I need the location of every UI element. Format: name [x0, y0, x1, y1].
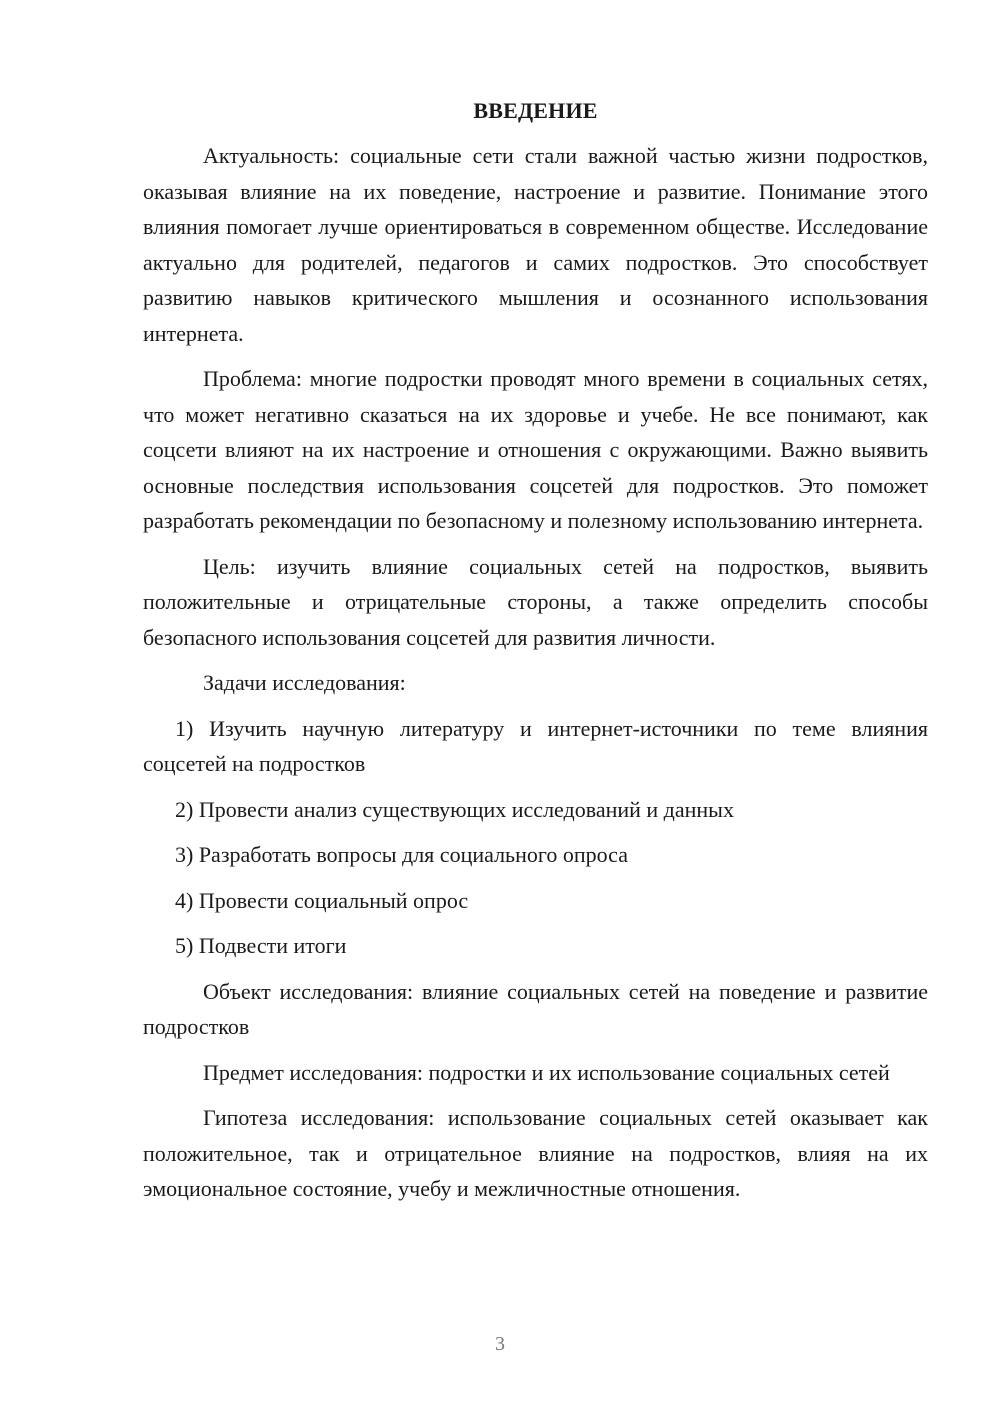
section-title: ВВЕДЕНИЕ — [473, 98, 598, 123]
tasks-heading: Задачи исследования: — [203, 670, 406, 695]
problem-paragraph: Проблема: многие подростки проводят много времени в социальных сетях, что может негативно сказаться на их здоровье и учебе. Не все понимают, как соцсети влияют на их настроение и отношения с окружающими. Важно выявить основные последствия использования соцсетей для подростков. Это поможет разработать рекомендации по безопасному и полезному использованию интернета. — [143, 366, 928, 533]
relevance-paragraph: Актуальность: социальные сети стали важной частью жизни подростков, оказывая влияние на их поведение, настроение и развитие. Понимание этого влияния помогает лучше ориентироваться в современном обществе. Исследование актуально для родителей, педагогов и самих подростков. Это способствует развитию навыков критического мышления и осознанного использования интернета. — [143, 143, 928, 346]
object-paragraph: Объект исследования: влияние социальных сетей на поведение и развитие подростков — [143, 978, 928, 1039]
page-number: 3 — [495, 1333, 505, 1355]
list-item: 3) Разработать вопросы для социального опроса — [175, 842, 628, 867]
list-item: 2) Провести анализ существующих исследований и данных — [175, 796, 734, 822]
page-content — [143, 96, 928, 1217]
hypothesis-paragraph: Гипотеза исследования: использование социальных сетей оказывает как положительное, так и отрицательное влияние на подростков, влияя на их эмоциональное состояние, учебу и межличностные отношения. — [143, 1105, 928, 1201]
list-item: 4) Провести социальный опрос — [175, 887, 469, 913]
list-item: 1) Изучить научную литературу и интернет-источники по теме влияния соцсетей на подростков — [143, 715, 928, 776]
subject-paragraph: Предмет исследования: подростки и их использование социальных сетей — [203, 1059, 890, 1085]
list-item: 5) Подвести итоги — [175, 933, 347, 958]
goal-paragraph: Цель: изучить влияние социальных сетей на подростков, выявить положительные и отрицательные стороны, а также определить способы безопасного использования соцсетей для развития личности. — [143, 553, 928, 650]
tasks-list — [143, 711, 928, 964]
